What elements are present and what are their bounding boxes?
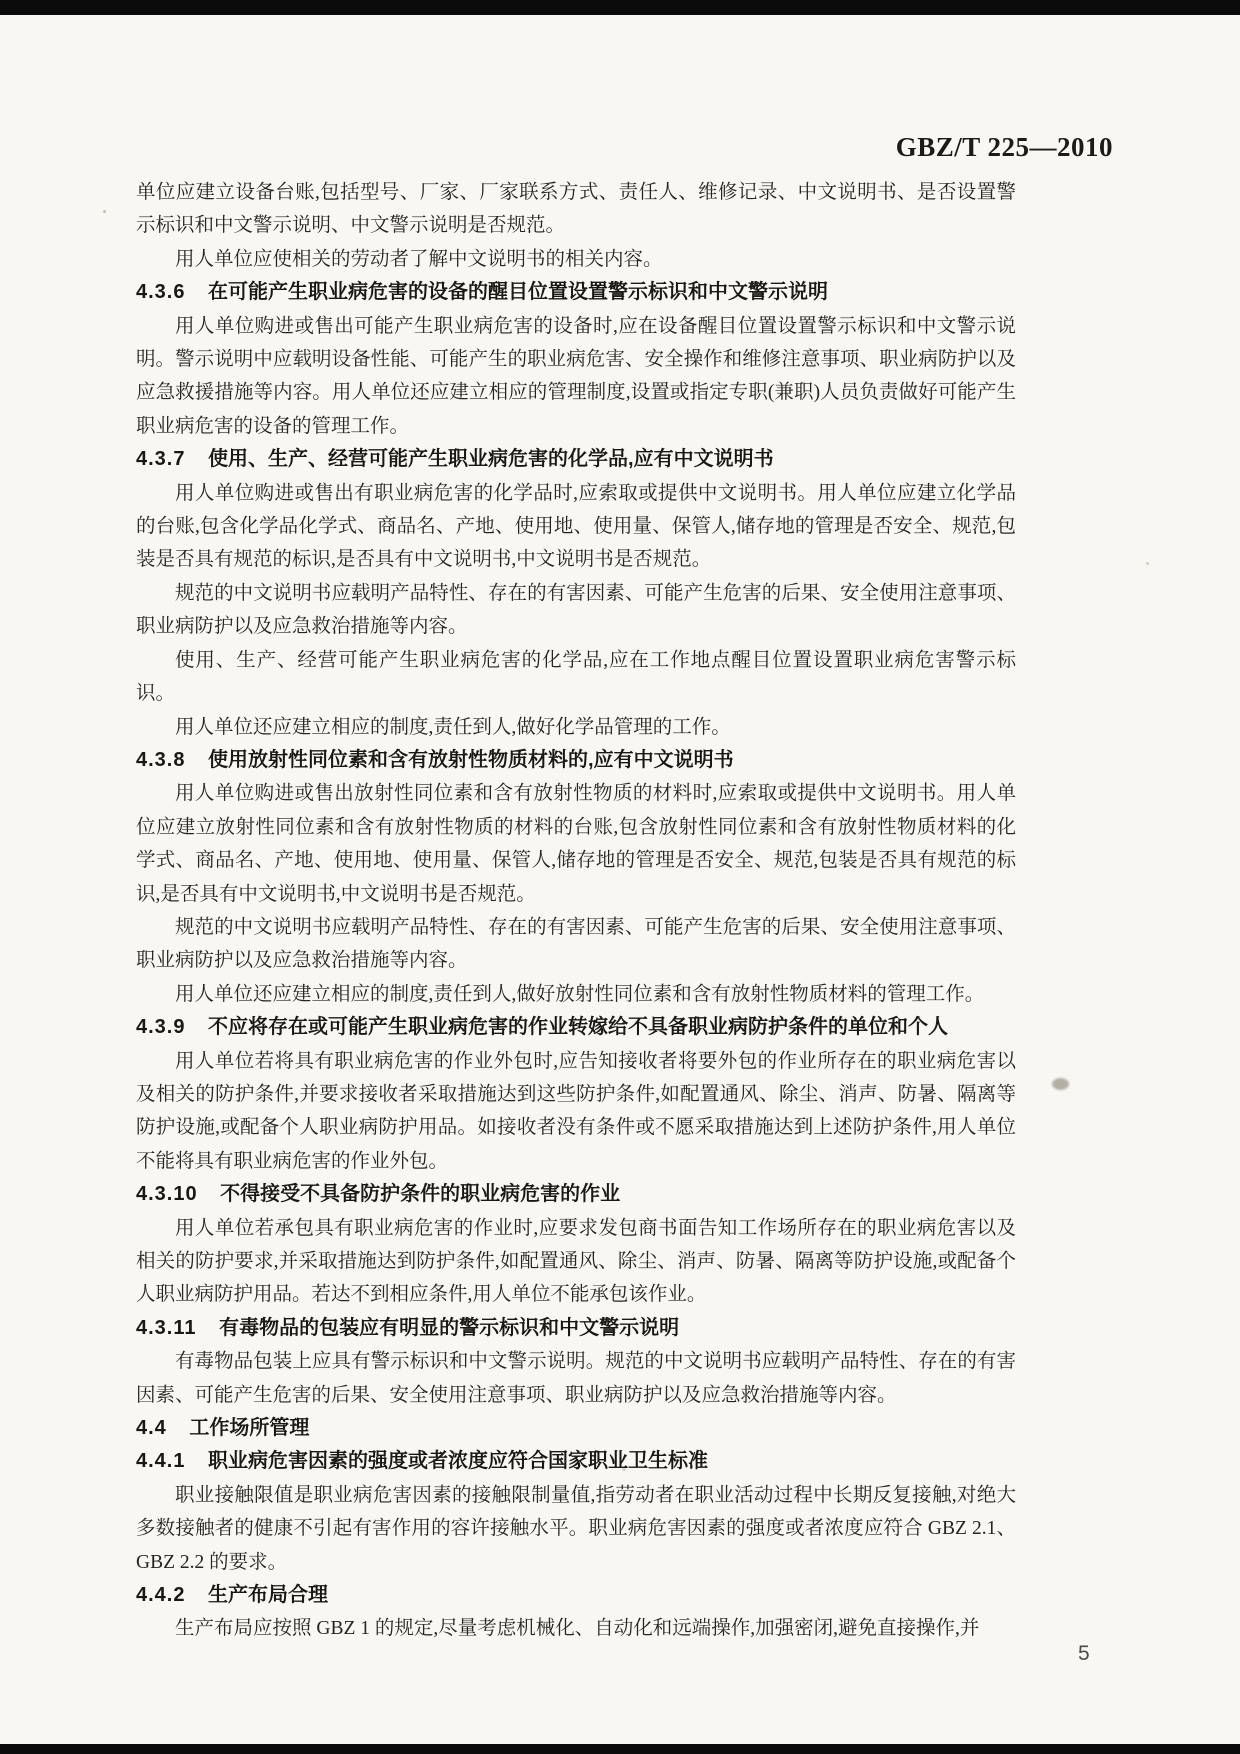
paragraph: 用人单位购进或售出放射性同位素和含有放射性物质的材料时,应索取或提供中文说明书。用人单位应建立放射性同位素和含有放射性物质的材料的台账,包含放射性同位素和含有放射性物质材料的化学式、商品名、产地、使用地、使用量、保管人,储存地的管理是否安全、规范,包装是否具有规范的标识,是否具有中文说明书,中文说明书是否规范。 bbox=[136, 783, 1016, 905]
paragraph-continuation: 单位应建立设备台账,包括型号、厂家、厂家联系方式、责任人、维修记录、中文说明书、是否设置警示标识和中文警示说明、中文警示说明是否规范。 bbox=[136, 182, 1016, 237]
paragraph: 用人单位若承包具有职业病危害的作业时,应要求发包商书面告知工作场所存在的职业病危害以及相关的防护要求,并采取措施达到防护条件,如配置通风、除尘、消声、防暑、隔离等防护设施,或配备个人职业病防护用品。若达不到相应条件,用人单位不能承包该作业。 bbox=[136, 1217, 1016, 1306]
section-heading-4-4 bbox=[136, 1412, 1016, 1445]
section-title: 生产布局合理 bbox=[208, 1584, 329, 1607]
scan-speck bbox=[622, 1468, 626, 1471]
paragraph: 生产布局应按照 GBZ 1 的规定,尽量考虑机械化、自动化和远端操作,加强密闭,避免直接操作,并 bbox=[175, 1618, 980, 1640]
scan-smudge bbox=[1052, 1078, 1069, 1090]
scan-speck bbox=[103, 210, 106, 213]
document-body bbox=[136, 176, 1016, 1646]
section-number: 4.3.6 bbox=[136, 281, 186, 304]
section-number: 4.3.11 bbox=[136, 1316, 197, 1339]
section-number: 4.3.10 bbox=[136, 1183, 198, 1206]
paragraph: 用人单位购进或售出可能产生职业病危害的设备时,应在设备醒目位置设置警示标识和中文警示说明。警示说明中应载明设备性能、可能产生的职业病危害、安全操作和维修注意事项、职业病防护以及应急救援措施等内容。用人单位还应建立相应的管理制度,设置或指定专职(兼职)人员负责做好可能产生职业病危害的设备的管理工作。 bbox=[136, 315, 1016, 437]
section-title: 工作场所管理 bbox=[189, 1417, 310, 1440]
paragraph: 用人单位还应建立相应的制度,责任到人,做好放射性同位素和含有放射性物质材料的管理工作。 bbox=[175, 983, 985, 1005]
section-title: 职业病危害因素的强度或者浓度应符合国家职业卫生标准 bbox=[208, 1450, 709, 1473]
section-title: 在可能产生职业病危害的设备的醒目位置设置警示标识和中文警示说明 bbox=[208, 281, 829, 304]
paragraph: 使用、生产、经营可能产生职业病危害的化学品,应在工作地点醒目位置设置职业病危害警示标识。 bbox=[136, 649, 1016, 705]
paragraph: 有毒物品包装上应具有警示标识和中文警示说明。规范的中文说明书应载明产品特性、存在的有害因素、可能产生危害的后果、安全使用注意事项、职业病防护以及应急救治措施等内容。 bbox=[136, 1351, 1016, 1406]
section-title: 不应将存在或可能产生职业病危害的作业转嫁给不具备职业病防护条件的单位和个人 bbox=[208, 1016, 949, 1039]
section-heading-4-3-11 bbox=[136, 1312, 1016, 1345]
section-title: 使用、生产、经营可能产生职业病危害的化学品,应有中文说明书 bbox=[208, 448, 774, 471]
standard-number: GBZ/T 225—2010 bbox=[895, 132, 1113, 162]
section-heading-4-3-6 bbox=[136, 276, 1016, 309]
section-heading-4-3-9 bbox=[136, 1011, 1016, 1044]
paragraph: 用人单位购进或售出有职业病危害的化学品时,应索取或提供中文说明书。用人单位应建立化学品的台账,包含化学品化学式、商品名、产地、使用地、使用量、保管人,储存地的管理是否安全、规范,包装是否具有规范的标识,是否具有中文说明书,中文说明书是否规范。 bbox=[136, 482, 1016, 571]
page-number: 5 bbox=[1078, 1642, 1090, 1665]
section-heading-4-4-1 bbox=[136, 1445, 1016, 1478]
section-title: 使用放射性同位素和含有放射性物质材料的,应有中文说明书 bbox=[208, 748, 734, 771]
paragraph: 用人单位应使相关的劳动者了解中文说明书的相关内容。 bbox=[175, 248, 663, 270]
section-title: 不得接受不具备防护条件的职业病危害的作业 bbox=[220, 1183, 621, 1206]
section-number: 4.4.2 bbox=[136, 1584, 186, 1607]
paragraph: 用人单位若将具有职业病危害的作业外包时,应告知接收者将要外包的作业所存在的职业病危害以及相关的防护条件,并要求接收者采取措施达到这些防护条件,如配置通风、除尘、消声、防暑、隔离等防护设施,或配备个人职业病防护用品。如接收者没有条件或不愿采取措施达到上述防护条件,用人单位不能将具有职业病危害的作业外包。 bbox=[136, 1050, 1016, 1172]
section-title: 有毒物品的包装应有明显的警示标识和中文警示说明 bbox=[219, 1316, 680, 1339]
scan-speck bbox=[1146, 562, 1149, 565]
paragraph: 规范的中文说明书应载明产品特性、存在的有害因素、可能产生危害的后果、安全使用注意事项、职业病防护以及应急救治措施等内容。 bbox=[136, 916, 1016, 972]
section-number: 4.3.8 bbox=[136, 748, 186, 771]
section-number: 4.4 bbox=[136, 1417, 167, 1440]
section-number: 4.3.9 bbox=[136, 1016, 186, 1039]
paragraph: 规范的中文说明书应载明产品特性、存在的有害因素、可能产生危害的后果、安全使用注意事项、职业病防护以及应急救治措施等内容。 bbox=[136, 582, 1016, 638]
section-heading-4-3-10 bbox=[136, 1178, 1016, 1211]
scan-edge-bottom bbox=[0, 1744, 1240, 1754]
section-heading-4-4-2 bbox=[136, 1579, 1016, 1612]
section-number: 4.3.7 bbox=[136, 448, 186, 471]
section-heading-4-3-7 bbox=[136, 443, 1016, 476]
section-heading-4-3-8 bbox=[136, 744, 1016, 777]
scan-edge-top bbox=[0, 0, 1240, 15]
paragraph: 用人单位还应建立相应的制度,责任到人,做好化学品管理的工作。 bbox=[175, 716, 731, 738]
paragraph: 职业接触限值是职业病危害因素的接触限制量值,指劳动者在职业活动过程中长期反复接触,对绝大多数接触者的健康不引起有害作用的容许接触水平。职业病危害因素的强度或者浓度应符合 GBZ 2.1、GBZ 2.2 的要求。 bbox=[136, 1484, 1016, 1573]
section-number: 4.4.1 bbox=[136, 1450, 186, 1473]
